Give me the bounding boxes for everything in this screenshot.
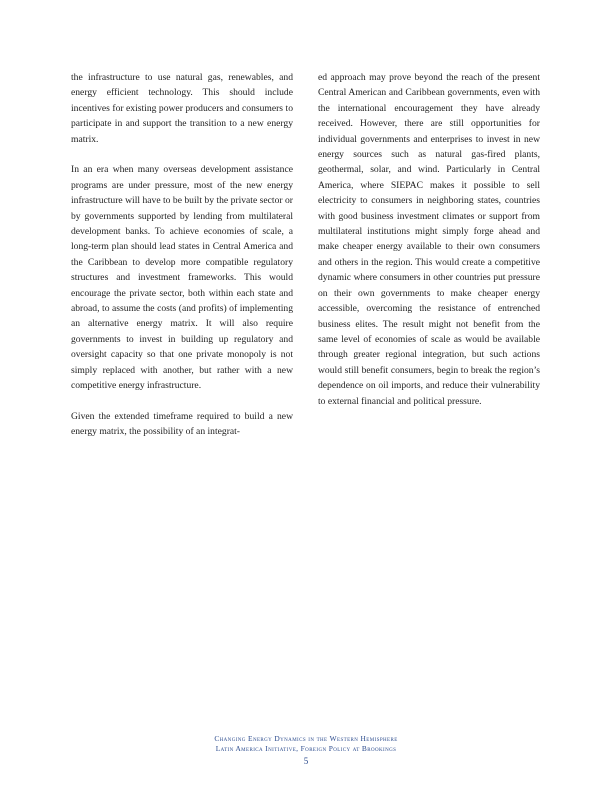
page-number: 5 — [303, 756, 309, 766]
right-paragraph-1: ed approach may prove beyond the reach of the present Central American and Caribbean governments, even with the international encouragement they have already received. However, there are still opportunities for individual governments and enterprises to invest in new energy sources such as natural gas-fired plants, geothermal, solar, and wind. Particularly in Central America, where SIEPAC makes it possible to sell electricity to consumers in neighboring states, countries with good business investment climates or support from multilateral institutions might simply forge ahead and make cheaper energy available to their own consumers and others in the region. This would create a competitive dynamic where consumers in other countries put pressure on their own governments to make cheaper energy accessible, overcoming the resistance of entrenched business elites. The result might not benefit from the same level of economies of scale as would be available through greater regional integration, but such actions would still benefit consumers, begin to break the region’s dependence on oil imports, and reduce their vulnerability to external financial and political pressure. — [318, 72, 540, 407]
left-paragraph-3: Given the extended timeframe required to build a new energy matrix, the possibility of an integrat- — [71, 410, 293, 438]
left-paragraph-1: the infrastructure to use natural gas, renewables, and energy efficient technology. This should include incentives for existing power producers and consumers to participate in and support the transition to a new energy matrix. — [71, 72, 293, 145]
left-paragraph-2: In an era when many overseas development assistance programs are under pressure, most of the new energy infrastructure will have to be built by the private sector or by governments supported by lending from multilateral development banks. To achieve economies of scale, a long-term plan should lead states in Central America and the Caribbean to develop more compatible regulatory structures and investment frameworks. This would encourage the private sector, both within each state and abroad, to assume the costs (and profits) of implementing an alternative energy matrix. It will also require governments to invest in building up regulatory and oversight capacity so that one private monopoly is not simply replaced with another, but rather with a new competitive energy infrastructure. — [71, 164, 293, 392]
right-text-column — [318, 70, 540, 409]
footer-subtitle: Latin America Initiative, Foreign Policy at Brookings — [215, 744, 397, 753]
footer-title: Changing Energy Dynamics in the Western Hemisphere — [214, 734, 398, 743]
left-text-column — [71, 70, 293, 440]
page-footer — [0, 734, 612, 767]
